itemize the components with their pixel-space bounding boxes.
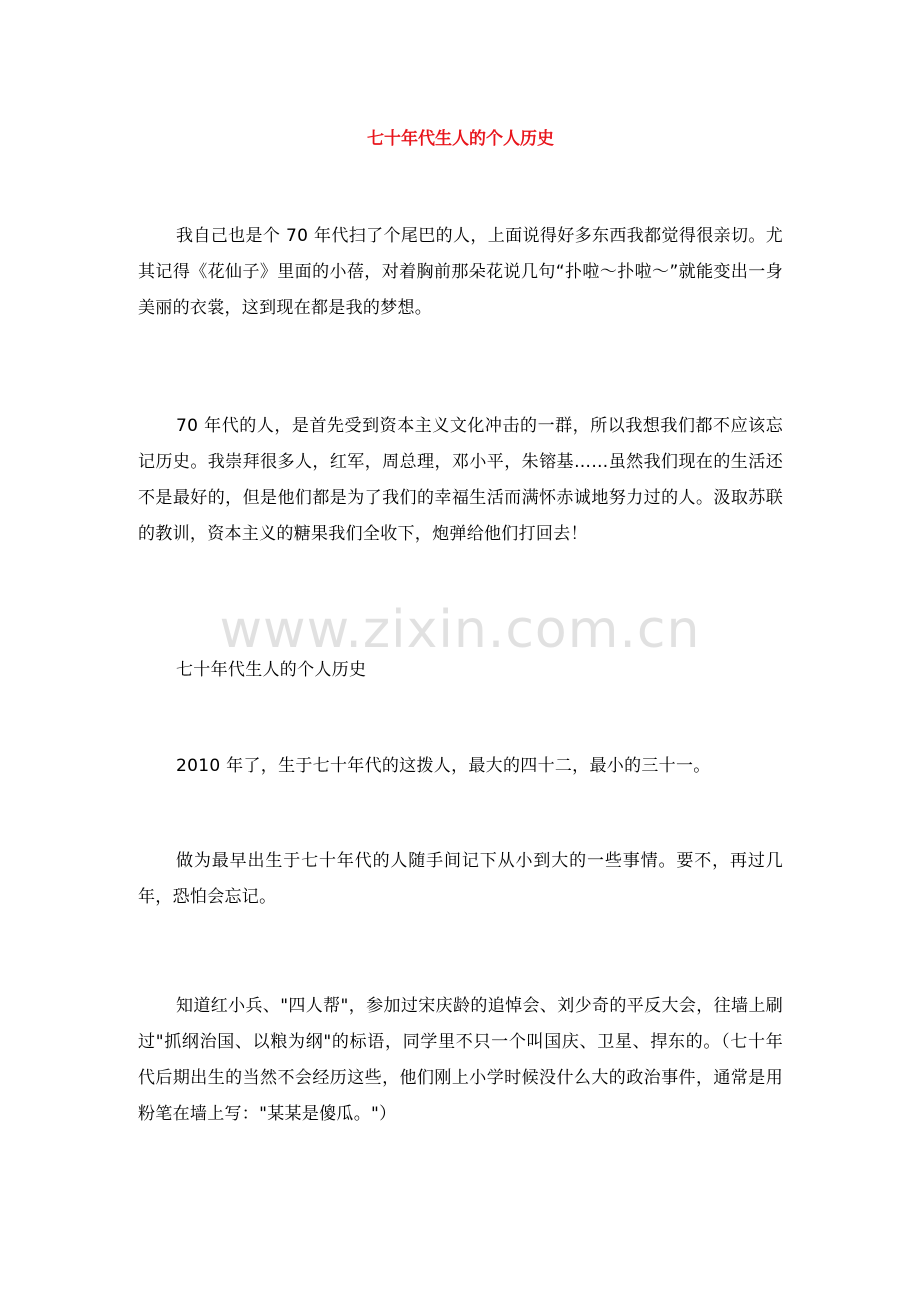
watermark-text: www.zixin.com.cn xyxy=(219,600,701,660)
paragraph-4: 做为最早出生于七十年代的人随手间记下从小到大的一些事情。要不，再过几年，恐怕会忘记。 xyxy=(138,851,783,907)
document-title: 七十年代生人的个人历史 xyxy=(367,129,554,149)
paragraph-5: 知道红小兵、"四人帮"，参加过宋庆龄的追悼会、刘少奇的平反大会，往墙上刷过"抓纲治国、以粮为纲"的标语，同学里不只一个叫国庆、卫星、捍东的。（七十年代后期出生的当然不会经历这些，他们刚上小学时候没什么大的政治事件，通常是用粉笔在墙上写："某某是傻瓜。"） xyxy=(138,996,783,1124)
paragraph-1: 我自己也是个 70 年代扫了个尾巴的人，上面说得好多东西我都觉得很亲切。尤其记得《花仙子》里面的小蓓，对着胸前那朵花说几句“扑啦～扑啦～”就能变出一身美丽的衣裳，这到现在都是我的梦想。 xyxy=(138,226,783,318)
paragraph-3: 2010 年了，生于七十年代的这拨人，最大的四十二，最小的三十一。 xyxy=(176,756,711,776)
paragraph-subheading: 七十年代生人的个人历史 xyxy=(176,660,367,680)
paragraph-2: 70 年代的人，是首先受到资本主义文化冲击的一群，所以我想我们都不应该忘记历史。我崇拜很多人，红军，周总理，邓小平，朱镕基……虽然我们现在的生活还不是最好的，但是他们都是为了我们的幸福生活而满怀赤诚地努力过的人。汲取苏联的教训，资本主义的糖果我们全收下，炮弹给他们打回去！ xyxy=(138,416,783,544)
